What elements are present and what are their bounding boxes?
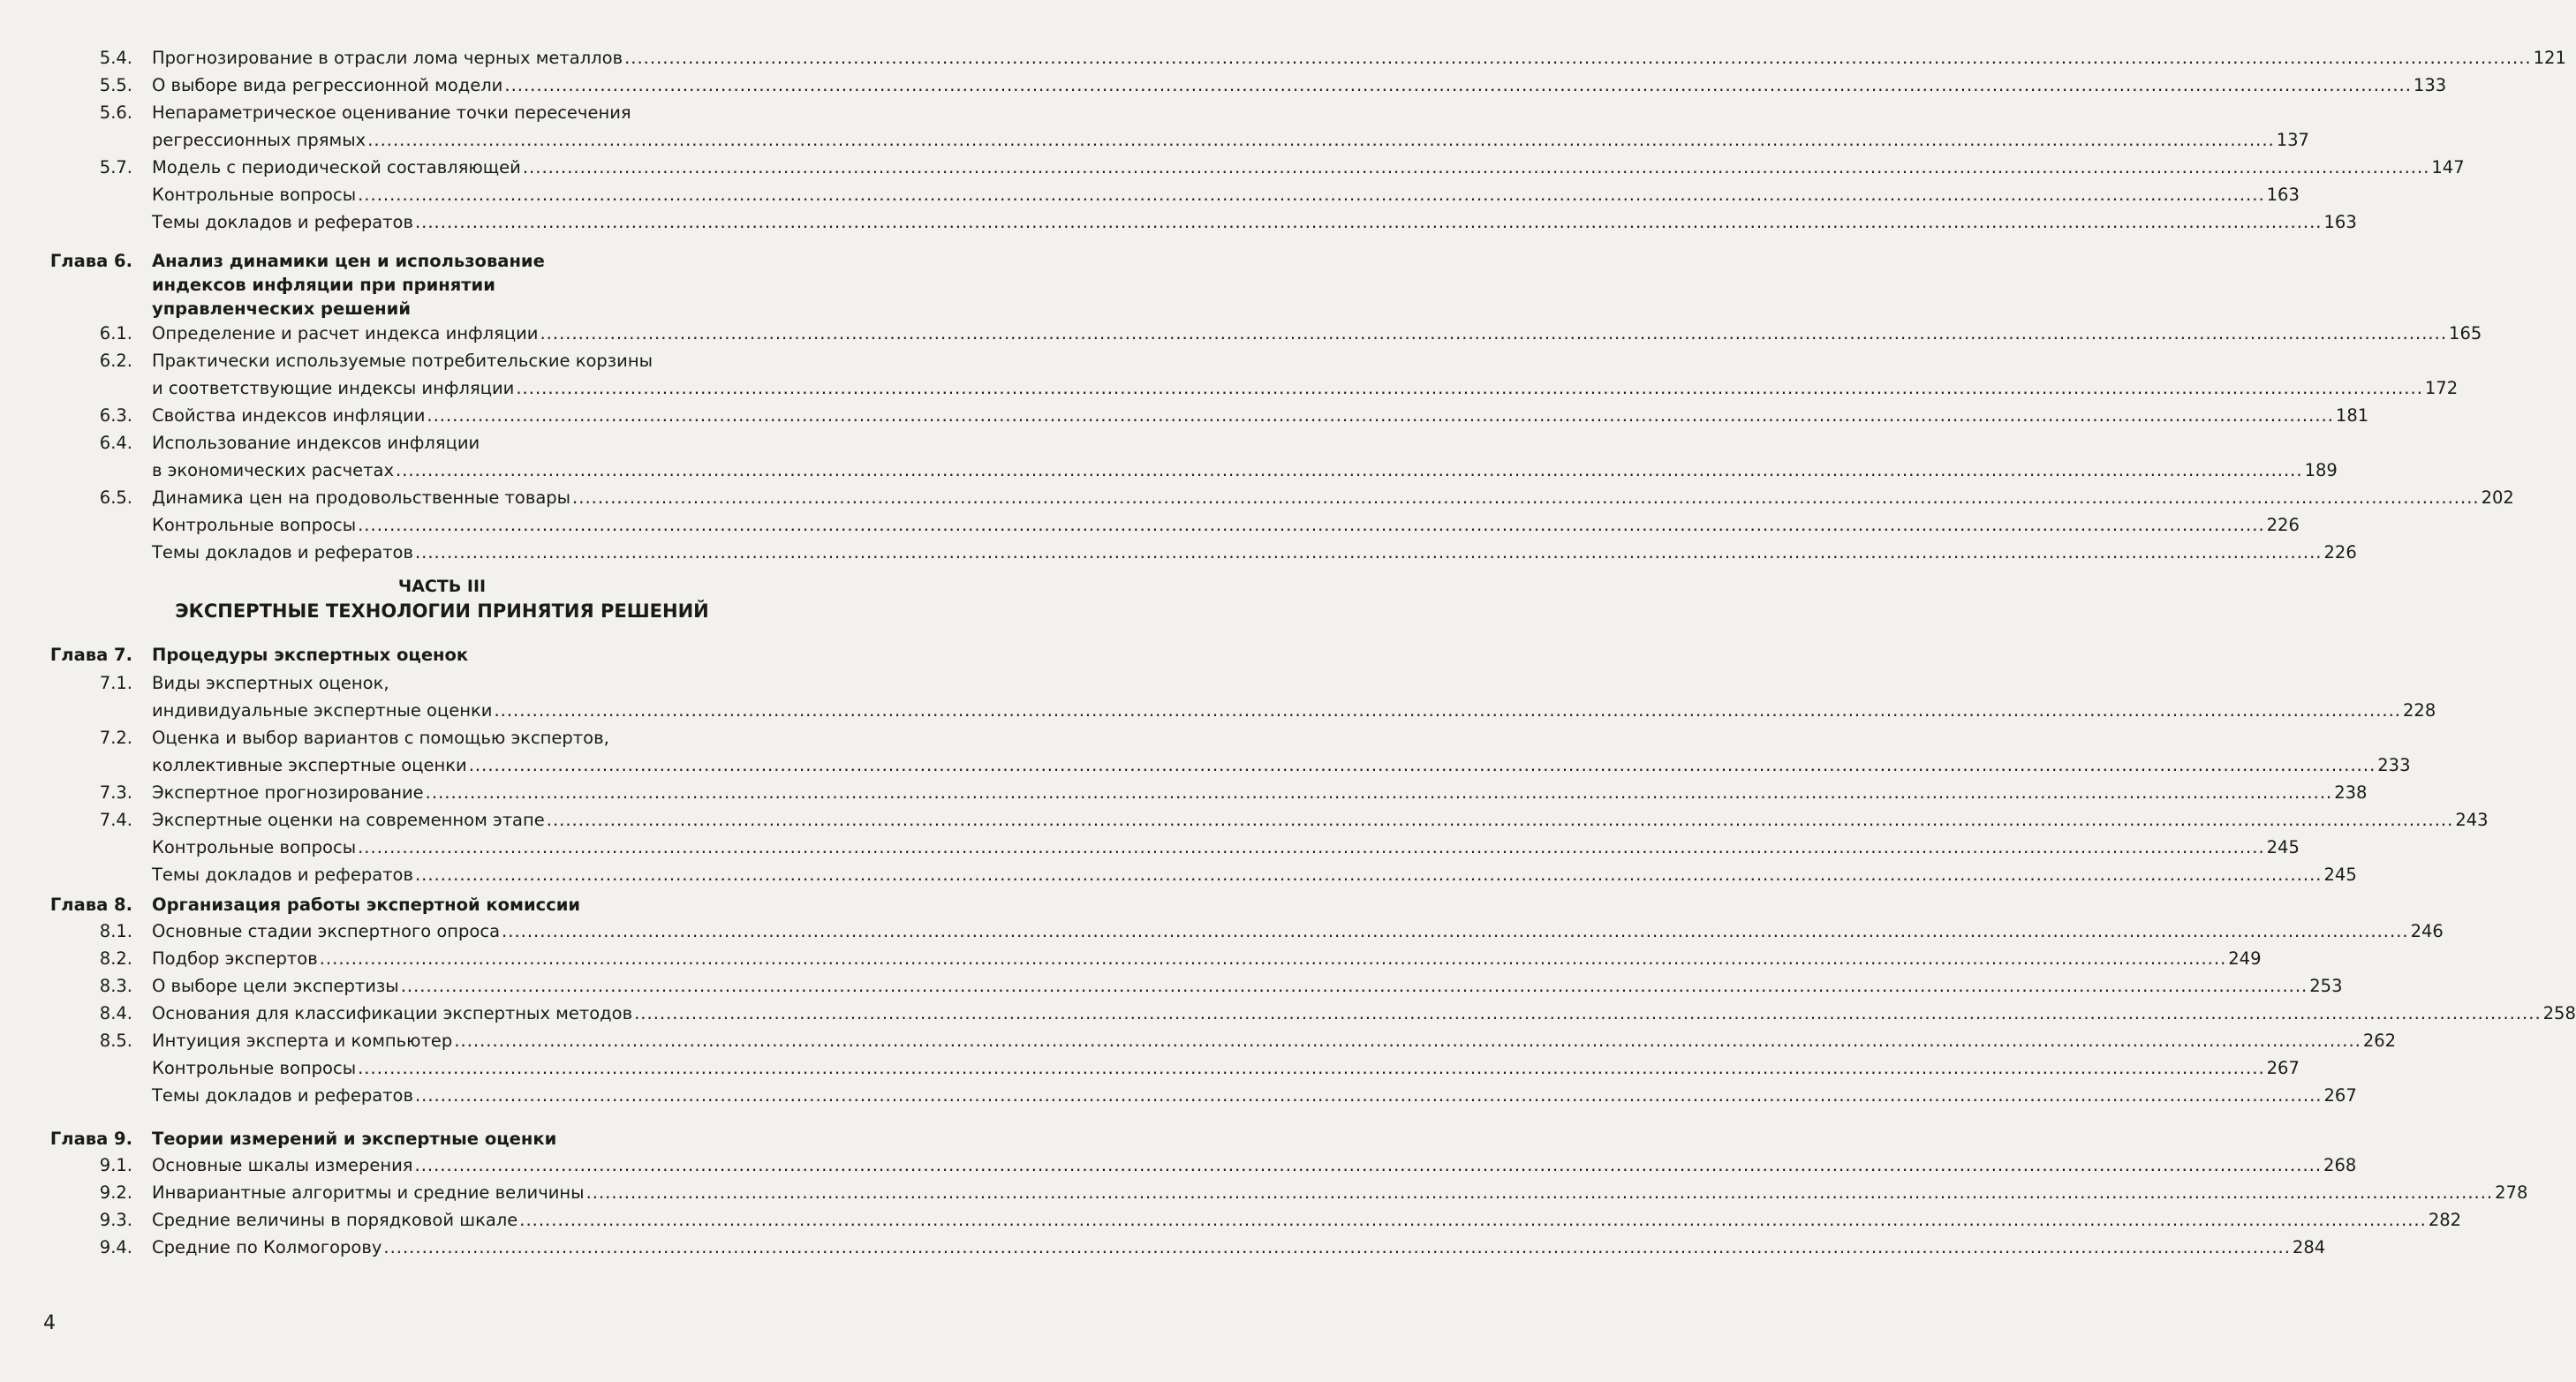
chapter-number-text: Глава 7. [49, 645, 132, 665]
toc-entry-title: коллективные экспертные оценки [152, 755, 467, 775]
toc-line-text: Процедуры экспертных оценок [152, 645, 469, 665]
toc-entry [152, 699, 2436, 723]
toc-entry [152, 835, 2300, 860]
toc-entry-title: Основные стадии экспертного опроса [152, 921, 501, 941]
toc-entry [152, 486, 2514, 510]
toc-entry [152, 458, 2338, 483]
toc-entry-page: 267 [2266, 1058, 2300, 1078]
toc-entry-page: 121 [2533, 48, 2566, 68]
dot-leader: ............................................................................................................................................................................................................................................................................................................ [427, 405, 2334, 426]
chapter-number-text: Глава 6. [49, 251, 132, 271]
section-number-text: 6.1. [99, 323, 132, 344]
toc-entry [152, 376, 2459, 401]
toc-entry-page: 278 [2495, 1182, 2528, 1203]
toc-line-text: индексов инфляции при принятии [152, 275, 495, 295]
section-number-text: 9.1. [99, 1155, 132, 1175]
toc-entry-title: Прогнозирование в отрасли лома черных металлов [152, 48, 623, 68]
toc-line-text: Практически используемые потребительские корзины [152, 351, 653, 371]
toc-entry-page: 267 [2323, 1085, 2357, 1106]
toc-entry-title: и соответствующие индексы инфляции [152, 378, 515, 398]
toc-line-text: Виды экспертных оценок, [152, 673, 389, 693]
toc-entry-page: 284 [2292, 1237, 2326, 1257]
toc-line-text: Теории измерений и экспертные оценки [152, 1129, 557, 1149]
toc-line-text: Анализ динамики цен и использование [152, 251, 545, 271]
dot-leader: ............................................................................................................................................................................................................................................................................................................ [414, 1085, 2323, 1106]
toc-entry-page: 226 [2323, 542, 2357, 563]
toc-entry-page: 189 [2304, 460, 2338, 480]
toc-entry-page: 268 [2323, 1155, 2357, 1175]
section-number-text: 6.5. [99, 487, 132, 508]
dot-leader: ............................................................................................................................................................................................................................................................................................................ [624, 48, 2532, 68]
toc-line-text: Оценка и выбор вариантов с помощью экспертов, [152, 728, 609, 748]
toc-entry [152, 513, 2300, 538]
toc-entry-title: Контрольные вопросы [152, 185, 357, 205]
toc-entry-title: Контрольные вопросы [152, 837, 357, 857]
section-number-text: 5.4. [99, 48, 132, 68]
toc-entry-title: Темы докладов и рефератов [152, 865, 413, 885]
toc-entry [152, 1235, 2326, 1260]
section-number-text: 8.1. [99, 921, 132, 941]
dot-leader: ............................................................................................................................................................................................................................................................................................................ [572, 487, 2480, 508]
toc-entry-title: Модель с периодической составляющей [152, 157, 521, 177]
section-number-text: 8.2. [99, 948, 132, 969]
toc-entry-title: Экспертное прогнозирование [152, 782, 424, 803]
toc-entry [152, 1181, 2528, 1205]
toc-entry-page: 181 [2335, 405, 2369, 426]
dot-leader: ............................................................................................................................................................................................................................................................................................................ [396, 460, 2303, 480]
toc-entry [152, 947, 2262, 971]
dot-leader: ............................................................................................................................................................................................................................................................................................................ [516, 378, 2423, 398]
toc-entry-page: 165 [2449, 323, 2482, 344]
dot-leader: ............................................................................................................................................................................................................................................................................................................ [414, 212, 2323, 232]
section-number-text: 6.2. [99, 351, 132, 371]
section-number-text: 8.3. [99, 976, 132, 996]
toc-entry-title: Определение и расчет индекса инфляции [152, 323, 539, 344]
toc-entry [152, 1056, 2300, 1081]
toc-entry [152, 155, 2465, 180]
toc-entry-title: регрессионных прямых [152, 130, 366, 150]
toc-entry [152, 321, 2482, 346]
section-number-text: 7.3. [99, 782, 132, 803]
toc-entry-title: Подбор экспертов [152, 948, 318, 969]
toc-entry-page: 258 [2542, 1003, 2576, 1023]
toc-entry-title: О выборе цели экспертизы [152, 976, 399, 996]
toc-line-text: Организация работы экспертной комиссии [152, 895, 581, 915]
toc-entry [152, 863, 2357, 887]
toc-entry-title: Интуиция эксперта и компьютер [152, 1031, 453, 1051]
toc-entry [152, 808, 2489, 833]
toc-line-text: Непараметрическое оценивание точки пересечения [152, 102, 631, 123]
toc-entry-title: Основные шкалы измерения [152, 1155, 413, 1175]
toc-entry [152, 46, 2566, 71]
toc-entry [152, 540, 2357, 565]
dot-leader: ............................................................................................................................................................................................................................................................................................................ [519, 1210, 2427, 1230]
toc-entry-page: 133 [2413, 75, 2447, 95]
toc-entry-page: 238 [2334, 782, 2368, 803]
toc-entry-page: 137 [2276, 130, 2309, 150]
toc-entry [152, 1208, 2462, 1233]
toc-entry [152, 781, 2368, 805]
dot-leader: ............................................................................................................................................................................................................................................................................................................ [454, 1031, 2361, 1051]
toc-entry-page: 233 [2377, 755, 2411, 775]
toc-entry [152, 753, 2411, 778]
toc-entry-title: Свойства индексов инфляции [152, 405, 426, 426]
dot-leader: ............................................................................................................................................................................................................................................................................................................ [319, 948, 2227, 969]
toc-entry-page: 228 [2403, 700, 2436, 721]
section-number-text: 9.3. [99, 1210, 132, 1230]
toc-entry-page: 245 [2323, 865, 2357, 885]
section-number-text: 7.1. [99, 673, 132, 693]
dot-leader: ............................................................................................................................................................................................................................................................................................................ [358, 1058, 2265, 1078]
dot-leader: ............................................................................................................................................................................................................................................................................................................ [425, 782, 2333, 803]
dot-leader: ............................................................................................................................................................................................................................................................................................................ [502, 921, 2409, 941]
section-number-text: 9.2. [99, 1182, 132, 1203]
toc-entry-title: Контрольные вопросы [152, 1058, 357, 1078]
toc-entry-page: 202 [2481, 487, 2514, 508]
dot-leader: ............................................................................................................................................................................................................................................................................................................ [400, 976, 2308, 996]
dot-leader: ............................................................................................................................................................................................................................................................................................................ [358, 185, 2265, 205]
toc-entry [152, 1084, 2357, 1108]
toc-entry-page: 262 [2362, 1031, 2397, 1051]
toc-entry-title: Инвариантные алгоритмы и средние величины [152, 1182, 585, 1203]
toc-entry-title: Средние по Колмогорову [152, 1237, 382, 1257]
toc-entry [152, 404, 2369, 428]
toc-entry [152, 183, 2300, 208]
section-number-text: 8.4. [99, 1003, 132, 1023]
toc-entry-page: 243 [2455, 810, 2489, 830]
toc-entry [152, 1001, 2576, 1026]
toc-line-text: Использование индексов инфляции [152, 433, 480, 453]
part-title: ЭКСПЕРТНЫЕ ТЕХНОЛОГИИ ПРИНЯТИЯ РЕШЕНИЙ [175, 600, 709, 622]
dot-leader: ............................................................................................................................................................................................................................................................................................................ [358, 515, 2265, 535]
toc-entry-page: 163 [2266, 185, 2300, 205]
dot-leader: ............................................................................................................................................................................................................................................................................................................ [414, 542, 2323, 563]
dot-leader: ............................................................................................................................................................................................................................................................................................................ [468, 755, 2376, 775]
chapter-number-text: Глава 9. [49, 1129, 132, 1149]
dot-leader: ............................................................................................................................................................................................................................................................................................................ [546, 810, 2454, 830]
toc-entry-page: 163 [2323, 212, 2357, 232]
toc-entry-title: Контрольные вопросы [152, 515, 357, 535]
toc-entry [152, 73, 2447, 98]
toc-entry [152, 1029, 2397, 1053]
section-number-text: 5.6. [99, 102, 132, 123]
dot-leader: ............................................................................................................................................................................................................................................................................................................ [367, 130, 2275, 150]
dot-leader: ............................................................................................................................................................................................................................................................................................................ [414, 865, 2323, 885]
section-number-text: 6.3. [99, 405, 132, 426]
dot-leader: ............................................................................................................................................................................................................................................................................................................ [540, 323, 2448, 344]
toc-entry-page: 282 [2428, 1210, 2462, 1230]
dot-leader: ............................................................................................................................................................................................................................................................................................................ [504, 75, 2412, 95]
section-number-text: 9.4. [99, 1237, 132, 1257]
toc-entry-page: 253 [2309, 976, 2343, 996]
dot-leader: ............................................................................................................................................................................................................................................................................................................ [585, 1182, 2494, 1203]
toc-entry-title: Темы докладов и рефератов [152, 212, 413, 232]
toc-entry-page: 147 [2431, 157, 2465, 177]
section-number-text: 5.7. [99, 157, 132, 177]
toc-line-text: управленческих решений [152, 298, 411, 319]
toc-entry-title: Темы докладов и рефератов [152, 542, 413, 563]
toc-entry [152, 974, 2343, 999]
page-number: 4 [43, 1312, 56, 1334]
toc-entry-page: 249 [2228, 948, 2262, 969]
dot-leader: ............................................................................................................................................................................................................................................................................................................ [494, 700, 2401, 721]
toc-entry-title: Темы докладов и рефератов [152, 1085, 413, 1106]
toc-entry-page: 246 [2410, 921, 2444, 941]
toc-entry-page: 226 [2266, 515, 2300, 535]
section-number-text: 7.4. [99, 810, 132, 830]
section-number-text: 6.4. [99, 433, 132, 453]
dot-leader: ............................................................................................................................................................................................................................................................................................................ [414, 1155, 2323, 1175]
part-label: ЧАСТЬ III [397, 577, 487, 596]
chapter-number-text: Глава 8. [49, 895, 132, 915]
dot-leader: ............................................................................................................................................................................................................................................................................................................ [522, 157, 2430, 177]
section-number-text: 7.2. [99, 728, 132, 748]
section-number-text: 5.5. [99, 75, 132, 95]
toc-entry [152, 919, 2444, 944]
section-number-text: 8.5. [99, 1031, 132, 1051]
toc-entry-page: 172 [2424, 378, 2459, 398]
toc-entry [152, 128, 2309, 153]
toc-entry-page: 245 [2266, 837, 2300, 857]
toc-entry-title: Динамика цен на продовольственные товары [152, 487, 571, 508]
toc-entry-title: О выборе вида регрессионной модели [152, 75, 503, 95]
dot-leader: ............................................................................................................................................................................................................................................................................................................ [634, 1003, 2542, 1023]
toc-entry [152, 210, 2357, 235]
dot-leader: ............................................................................................................................................................................................................................................................................................................ [383, 1237, 2291, 1257]
dot-leader: ............................................................................................................................................................................................................................................................................................................ [358, 837, 2265, 857]
toc-entry-title: Экспертные оценки на современном этапе [152, 810, 545, 830]
toc-entry [152, 1153, 2357, 1178]
toc-entry-title: в экономических расчетах [152, 460, 395, 480]
toc-entry-title: Основания для классификации экспертных методов [152, 1003, 633, 1023]
toc-entry-title: Средние величины в порядковой шкале [152, 1210, 518, 1230]
toc-entry-title: индивидуальные экспертные оценки [152, 700, 493, 721]
